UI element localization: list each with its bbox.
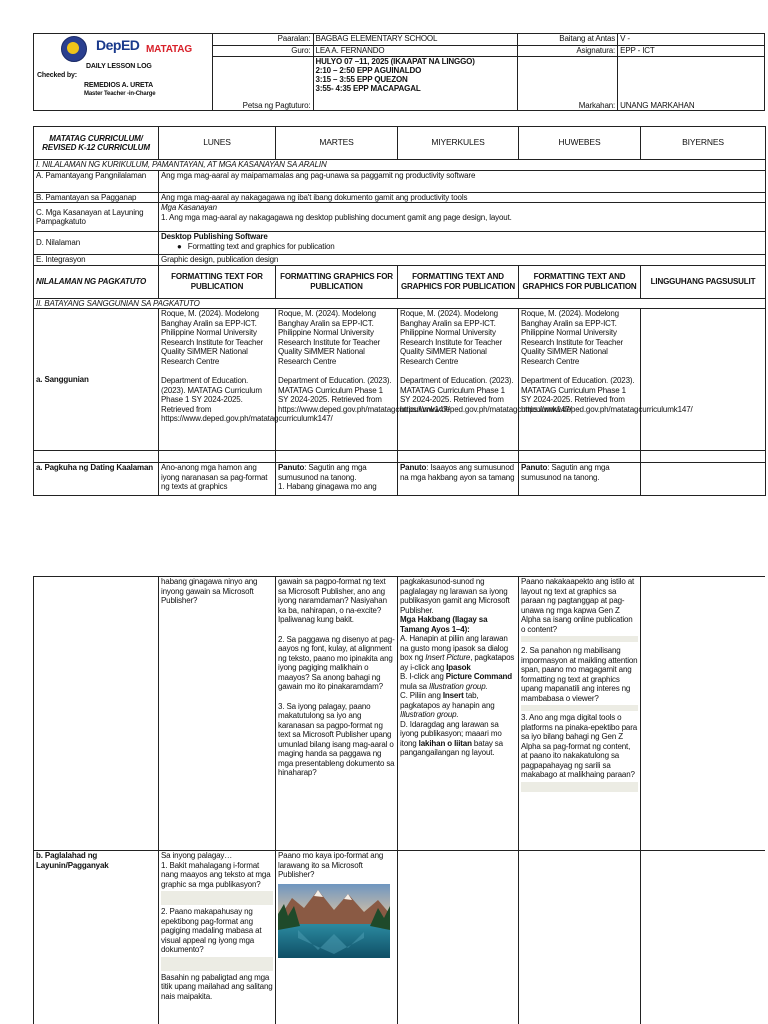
pagkuha-huwebes [519, 463, 641, 496]
markahan-label: Markahan: [518, 57, 618, 111]
paglalahad-miyerkules [398, 851, 519, 1024]
paaralan-label: Paaralan: [212, 34, 313, 46]
spacer-cell [276, 451, 398, 463]
guro-label: Guro: [212, 45, 313, 57]
checker-title: Master Teacher -in-Charge [84, 91, 156, 97]
kasanayan-cell [159, 203, 766, 232]
schedule-3: 3:55- 4:35 EPP MACAPAGAL [315, 84, 421, 94]
day-lunes: LUNES [159, 127, 276, 160]
reference-roque: Roque, M. (2024). Modelong Banghay Aralin sa EPP-ICT. Philippine Normal University Research Institute for Teacher Quality SiMMER National Research Centre [278, 309, 381, 366]
paglalahad-huwebes [519, 851, 641, 1024]
gen-z-question-3: 3. Ano ang mga digital tools o platforms na pinaka-epektibo para sa iyo bilang bahagi ng Gen Z Alpha sa pag-format ng content, at paano ito nakakatulong sa pagpapahayag ng sarili sa makabago at malikhaing paraan? [521, 713, 638, 779]
nilalaman-cell [159, 232, 766, 255]
step-a-italic: Insert Picture [425, 653, 471, 662]
step-d-text2: batay sa pangangailangan ng layout. [400, 738, 503, 757]
topic-miyerkules: FORMATTING TEXT AND GRAPHICS FOR PUBLICATION [398, 265, 519, 298]
panuto-text: : Sagutin ang mga sumusunod na tanong. [521, 463, 610, 482]
answer-box [521, 782, 638, 792]
answer-box [521, 705, 638, 711]
martes-continued [276, 577, 398, 851]
day-biyernes: BIYERNES [641, 127, 766, 160]
sanggunian-huwebes [519, 309, 693, 451]
baitang-value: V - [618, 34, 765, 46]
spacer-cell [398, 451, 519, 463]
sanggunian-biyernes [641, 309, 766, 451]
pagkuha-miyerkules [398, 463, 519, 496]
section2-heading: II. BATAYANG SANGGUNIAN SA PAGKATUTO [34, 298, 766, 309]
topic-huwebes: FORMATTING TEXT AND GRAPHICS FOR PUBLICATION [519, 265, 641, 298]
integrasyon-text: Graphic design, publication design [159, 255, 766, 266]
panuto-label: Panuto [278, 463, 305, 472]
sanggunian-martes [276, 309, 450, 451]
step-d-bold: lakihan o liitan [418, 738, 472, 748]
matatag-logo: MATATAG [146, 44, 192, 55]
bullet-icon: ● [177, 241, 182, 251]
pamantayang-label: A. Pamantayang Pangnilalaman [34, 170, 159, 192]
sanggunian-miyerkules [398, 309, 572, 451]
steps-intro: pagkakasunod-sunod ng paglalagay ng larawan sa iyong publikasyon gamit ang Microsoft Publisher. [400, 577, 510, 615]
step-b-text2: mula sa [400, 681, 430, 691]
spacer-cell [159, 451, 276, 463]
kasanayan-text: 1. Ang mga mag-aaral ay nakagagawa ng desktop publishing document gamit ang page design, layout. [161, 212, 512, 222]
schedule-2: 3:15 – 3:55 EPP QUEZON [315, 75, 408, 85]
panuto-text: : Isaayos ang sumusunod na mga hakbang ayon sa tamang [400, 463, 515, 482]
deped-logo: DepED [96, 37, 140, 53]
schedule-1: 2:10 – 2:50 EPP AGUINALDO [315, 66, 422, 76]
spacer-cell [519, 451, 641, 463]
header-table [33, 33, 765, 111]
lesson-table-page1 [33, 126, 765, 496]
question-1: 1. Habang ginagawa mo ang [278, 482, 377, 491]
step-c-bold: Insert [442, 691, 464, 700]
paglalahad-biyernes [641, 851, 766, 1024]
asignatura-value: EPP - ICT [618, 45, 765, 57]
kasanayan-label: C. Mga Kasanayan at Layuning Pampagkatuto [34, 203, 159, 232]
log-title: DAILY LESSON LOG [86, 63, 152, 70]
topic-lunes: FORMATTING TEXT FOR PUBLICATION [159, 265, 276, 298]
checked-by-label: Checked by: [37, 72, 77, 79]
pagkuha-lunes: Ano-anong mga hamon ang iyong naranasan sa pag-format ng texts at graphics [159, 463, 276, 496]
huwebes-continued [519, 577, 641, 851]
answer-box [161, 957, 273, 971]
reference-deped: Department of Education. (2023). MATATAG Curriculum Phase 1 SY 2024-2025. Retrieved from https://www.deped.gov.ph/matatagcurriculumk147/ [161, 376, 333, 423]
date-line: HULYO 07 –11, 2025 (IKAAPAT NA LINGGO) [315, 57, 475, 67]
panuto-text: : Sagutin ang mga sumusunod na tanong. [278, 463, 367, 482]
reflection-1: gawain sa pagpo-format ng text sa Microsoft Publisher, ano ang iyong naramdaman? Nasiyahan ka ba, nahirapan, o na-excite? Ipaliwanag kung bakit. [278, 577, 387, 624]
answer-box [161, 891, 273, 905]
pagganap-text: Ang mga mag-aaral ay nakagagawa ng iba't ibang dokumento gamit ang productivity tools [159, 192, 766, 203]
spacer-cell [641, 451, 766, 463]
steps-heading: Mga Hakbang (Ilagay sa Tamang Ayos 1–4): [400, 615, 488, 634]
logo-cell [34, 34, 213, 111]
reference-deped: Department of Education. (2023). MATATAG Curriculum Phase 1 SY 2024-2025. Retrieved from https://www.deped.gov.ph/matatagcurriculumk147/ [400, 376, 572, 414]
day-martes: MARTES [276, 127, 398, 160]
motivation-question-2: 2. Paano makapahusay ng epektibong pag-format ang pagiging madaling mabasa at visual appeal ng iyong mga dokumento? [161, 907, 262, 954]
step-b-bold: Picture Command [445, 672, 512, 681]
reflection-2: 2. Sa paggawa ng disenyo at pag-aayos ng font, kulay, at alignment ng teksto, paano mo ipinakita ang iyong pagiging malikhain o maayos? Sa anong bahagi ng gawain mo ito pinakaramdam? [278, 634, 395, 691]
step-c-text: C. Piliin ang [400, 691, 443, 700]
integrasyon-label: E. Integrasyon [34, 255, 159, 266]
paglalahad-label: b. Paglalahad ng Layunin/Pagganyak [34, 851, 159, 1024]
spacer-cell [34, 451, 159, 463]
sanggunian-label: a. Sanggunian [34, 309, 159, 451]
step-b [400, 672, 516, 691]
reference-roque: Roque, M. (2024). Modelong Banghay Aralin sa EPP-ICT. Philippine Normal University Research Institute for Teacher Quality SiMMER National Research Centre [521, 309, 624, 366]
curriculum-corner: MATATAG CURRICULUM/ REVISED K-12 CURRICULUM [34, 127, 159, 160]
guro-value: LEA A. FERNANDO [313, 45, 518, 57]
gen-z-question-1: Paano nakakaapekto ang istilo at layout ng text at graphics sa paraan ng pagtanggap at pag-unawa ng mga kapwa Gen Z Alpha sa isang online publication o content? [521, 577, 635, 634]
reference-roque: Roque, M. (2024). Modelong Banghay Aralin sa EPP-ICT. Philippine Normal University Research Institute for Teacher Quality SiMMER National Research Centre [400, 309, 503, 366]
pagkuha-biyernes [641, 463, 766, 496]
nilalaman-bullet-item [161, 242, 763, 252]
biyernes-continued [641, 577, 766, 851]
petsa-label: Petsa ng Pagtuturo: [212, 57, 313, 111]
paaralan-value: BAGBAG ELEMENTARY SCHOOL [313, 34, 518, 46]
step-a [400, 634, 516, 672]
mountain-lake-image [278, 884, 390, 958]
step-c-italic: Illustration group. [400, 710, 459, 719]
step-b-italic: Illustration group. [429, 681, 488, 691]
paglalahad-lunes [159, 851, 276, 1024]
reference-deped: Department of Education. (2023). MATATAG Curriculum Phase 1 SY 2024-2025. Retrieved from https://www.deped.gov.ph/matatagcurriculumk147/ [278, 376, 450, 414]
section1-heading: I. NILALAMAN NG KURIKULUM, PAMANTAYAN, AT MGA KASANAYAN SA ARALIN [34, 160, 766, 171]
kasanayan-head: Mga Kasanayan [161, 203, 217, 212]
step-a-text2: , pagkatapos ay i-click ang [400, 653, 515, 672]
deped-seal-inner-icon [67, 42, 79, 54]
panuto-label: Panuto [400, 463, 427, 472]
checker-name: REMEDIOS A. URETA [84, 82, 154, 89]
nilalaman-head: Desktop Publishing Software [161, 232, 268, 241]
nilalaman-bullet-text: Formatting text and graphics for publication [187, 241, 335, 251]
lesson-table-page2 [33, 576, 765, 1024]
paglalahad-martes [276, 851, 398, 1024]
step-a-bold: Ipasok [446, 662, 471, 672]
nilalaman-label: D. Nilalaman [34, 232, 159, 255]
gen-z-question-2: 2. Sa panahon ng mabilisang impormasyon at maikling attention span, paano mo magagamit ang formatting ng text at graphics upang mapanatili ang interes ng mambabasa o viewer? [521, 646, 638, 703]
reverse-reading-instruction: Basahin ng pabaligtad ang mga titik upang mailahad ang salitang nais maipakita. [161, 972, 273, 1001]
lunes-continued: habang ginagawa ninyo ang inyong gawain sa Microsoft Publisher? [159, 577, 276, 851]
header-block [33, 33, 765, 111]
step-b-text: B. I-click ang [400, 672, 446, 681]
sanggunian-lunes [159, 309, 333, 451]
reflection-3: 3. Sa iyong palagay, paano makatutulong sa iyo ang karanasan sa pagpo-format ng text sa Microsoft Publisher upang umunlad bilang isang mag-aaral o maging handa sa paggawa ng mga presentableng dokumento sa hinaharap? [278, 701, 395, 777]
topics-label: NILALAMAN NG PAGKATUTO [34, 265, 159, 298]
date-schedule [313, 57, 518, 111]
pagkuha-continued-label [34, 577, 159, 851]
markahan-value: UNANG MARKAHAN [618, 57, 765, 111]
reference-roque: Roque, M. (2024). Modelong Banghay Aralin sa EPP-ICT. Philippine Normal University Research Institute for Teacher Quality SiMMER National Research Centre [161, 309, 264, 366]
step-d [400, 720, 516, 758]
miyerkules-continued [398, 577, 519, 851]
step-d-text: D. Idaragdag ang larawan sa iyong publikasyon; maaari mo itong [400, 719, 502, 748]
day-huwebes: HUWEBES [519, 127, 641, 160]
day-miyerkules: MIYERKULES [398, 127, 519, 160]
topic-martes: FORMATTING GRAPHICS FOR PUBLICATION [276, 265, 398, 298]
answer-box [521, 636, 638, 642]
step-c-text2: tab, pagkatapos ay hanapin ang [400, 691, 495, 710]
reference-deped: Department of Education. (2023). MATATAG Curriculum Phase 1 SY 2024-2025. Retrieved from https://www.deped.gov.ph/matatagcurriculumk147/ [521, 376, 693, 414]
format-image-prompt: Paano mo kaya ipo-format ang larawang ito sa Microsoft Publisher? [278, 851, 384, 879]
pagkuha-martes [276, 463, 398, 496]
topic-biyernes: LINGGUHANG PAGSUSULIT [641, 265, 766, 298]
asignatura-label: Asignatura: [518, 45, 618, 57]
pagkuha-label: a. Pagkuha ng Dating Kaalaman [34, 463, 159, 496]
step-a-text: A. Hanapin at piliin ang larawan na gusto mong ipasok sa dialog box ng [400, 634, 509, 662]
motivation-question-1: 1. Bakit mahalagang i-format nang maayos ang teksto at mga graphic sa mga publikasyon? [161, 860, 271, 889]
step-c [400, 691, 516, 720]
baitang-label: Baitang at Antas [518, 34, 618, 46]
pamantayang-text: Ang mga mag-aaral ay maipamamalas ang pag-unawa sa paggamit ng productivity software [159, 170, 766, 192]
motivation-intro: Sa inyong palagay… [161, 851, 233, 860]
pagganap-label: B. Pamantayan sa Pagganap [34, 192, 159, 203]
panuto-label: Panuto [521, 463, 548, 472]
